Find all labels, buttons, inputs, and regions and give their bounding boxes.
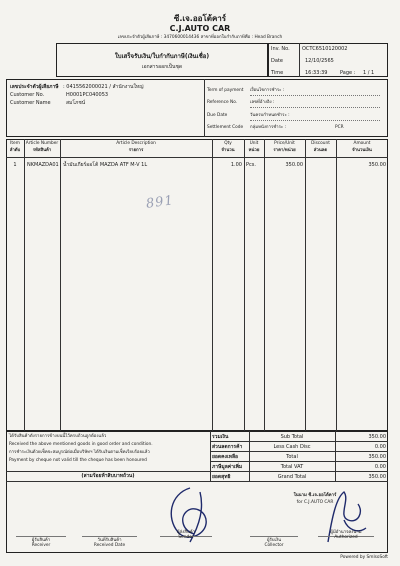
discount-value: 0.00 [374,444,386,450]
grand-total-th: ยอดสุทธิ [212,474,231,480]
date-label: Date [271,58,283,64]
payment-term-label: Term of payment [207,88,244,93]
vat-th: ภาษีมูลค่าเพิ่ม [212,464,243,470]
on-behalf-en: for C.J.AUTO CAR [296,500,334,505]
company-tax-line: เลขประจำตัวผู้เสียภาษี : 3470600014436 สาขาที่ออกใบกำกับภาษีคือ : Head Branch [117,35,283,40]
customer-tax-label: เลขประจำตัวผู้เสียภาษี [10,84,59,90]
sign-authorized: ผู้มีอำนาจลงนาม Authorized [330,530,362,540]
powered-by: Powered by SmlsoSoft [340,555,388,560]
footer-note-4: Payment by cheque not valid till the cheque has been honoured [9,458,147,463]
total-value: 350.00 [368,454,386,460]
inv-no: OCTC6510120002 [302,46,348,52]
sign-receiver: ผู้รับสินค้า Receiver [31,538,51,548]
on-behalf-th: ในนาม ซี.เจ.ออโต้คาร์ [293,493,337,498]
due-date-label: Due Date [207,113,228,118]
row-item: 1 [13,162,17,168]
reference-label: Reference No. [207,100,238,105]
sign-sender: ผู้ส่งสินค้า Sender [176,530,196,540]
col-price-header: Price/Unit ราคา/หน่วย [273,141,296,153]
page-label: Page : [340,70,356,76]
col-desc-header: Article Description รายการ [116,141,156,153]
time-value: 16:33:39 [305,70,328,76]
row-desc: น้ำมันเกียร์ออโต้ MAZDA ATF M-V 1L [63,162,148,168]
handwritten-note: 891 [145,193,175,212]
page-value: 1 / 1 [363,70,375,76]
footer-note-3: การชำระเงินด้วยเช็คจะสมบูรณ์ต่อเมื่อบริษัทฯ ได้รับเงินตามเช็คเรียบร้อยแล้ว [9,450,150,455]
col-code-header: Article Number รหัสสินค้า [25,141,59,153]
company-name-th: ซี.เจ.ออโต้คาร์ [173,14,227,23]
col-amount-header: Amount จำนวนเงิน [352,141,372,153]
row-price: 350.00 [285,162,303,168]
customer-name-label: Customer Name [10,100,51,106]
payment-term-value: เงื่อนไขการชำระ : [250,88,285,93]
col-unit-header: Unit หน่วย [248,141,260,153]
inv-no-label: Inv. No. [271,46,290,52]
settlement-label: Settlement Code [207,125,244,130]
grand-total-en: Grand Total [277,474,307,480]
document-title-box [56,43,268,77]
time-label: Time [271,70,284,76]
sign-received-date: วันที่รับสินค้า Received Date [93,538,126,548]
reference-value: เลขที่อ้างอิง : [250,100,275,105]
subtotal-en: Sub Total [280,434,304,440]
row-qty: 1.00 [230,162,242,168]
document-title: ใบเสร็จรับเงิน/ใบกำกับภาษี(เงินเชื่อ) [114,53,210,60]
col-item-header: Item ลำดับ [9,141,21,153]
amount-in-words: (สามร้อยห้าสิบบาทถ้วน) [81,473,135,479]
discount-en: Less Cash Disc [273,444,311,450]
subtotal-value: 350.00 [368,434,386,440]
items-table [6,139,388,431]
row-amount: 350.00 [368,162,386,168]
date-value: 12/10/2565 [305,58,334,64]
settlement-value: กลุ่มหนังการชำระ : [250,125,287,130]
total-en: Total [286,454,298,460]
company-name-en: C.J.AUTO CAR [169,24,231,33]
customer-name-value: สมโภชน์ [66,100,86,106]
customer-no-label: Customer No. [10,92,45,98]
grand-total-value: 350.00 [368,474,386,480]
footer-note-2: Received the above mentioned goods in good order and condition. [9,442,153,447]
discount-th: ส่วนลดการค้า [212,444,243,450]
settlement-code: PCR [335,125,344,130]
col-discount-header: Discount ส่วนลด [311,141,330,153]
vat-en: Total VAT [280,464,304,470]
sign-collector: ผู้รับเงิน Collector [264,538,284,548]
customer-tax-value: : 0415562000021 / สำนักงานใหญ่ [63,84,144,90]
document-subtitle: เอกสารออกเป็นชุด [141,64,183,70]
row-code: NKMAZDA01 [27,162,59,168]
customer-no-value: H0001PC040053 [66,92,109,98]
col-qty-header: Qty จำนวน [221,141,235,153]
row-unit: Pcs. [246,162,256,168]
due-date-value: วันครบกำหนดชำระ : [250,113,290,118]
total-th: ยอดคงเหลือ [212,454,239,460]
footer-note-1: ได้รับสินค้าดังรายการข้างบนนี้ไว้ครบถ้วนถูกต้องแล้ว [9,434,107,439]
vat-value: 0.00 [374,464,386,470]
subtotal-th: รวมเงิน [212,434,229,440]
